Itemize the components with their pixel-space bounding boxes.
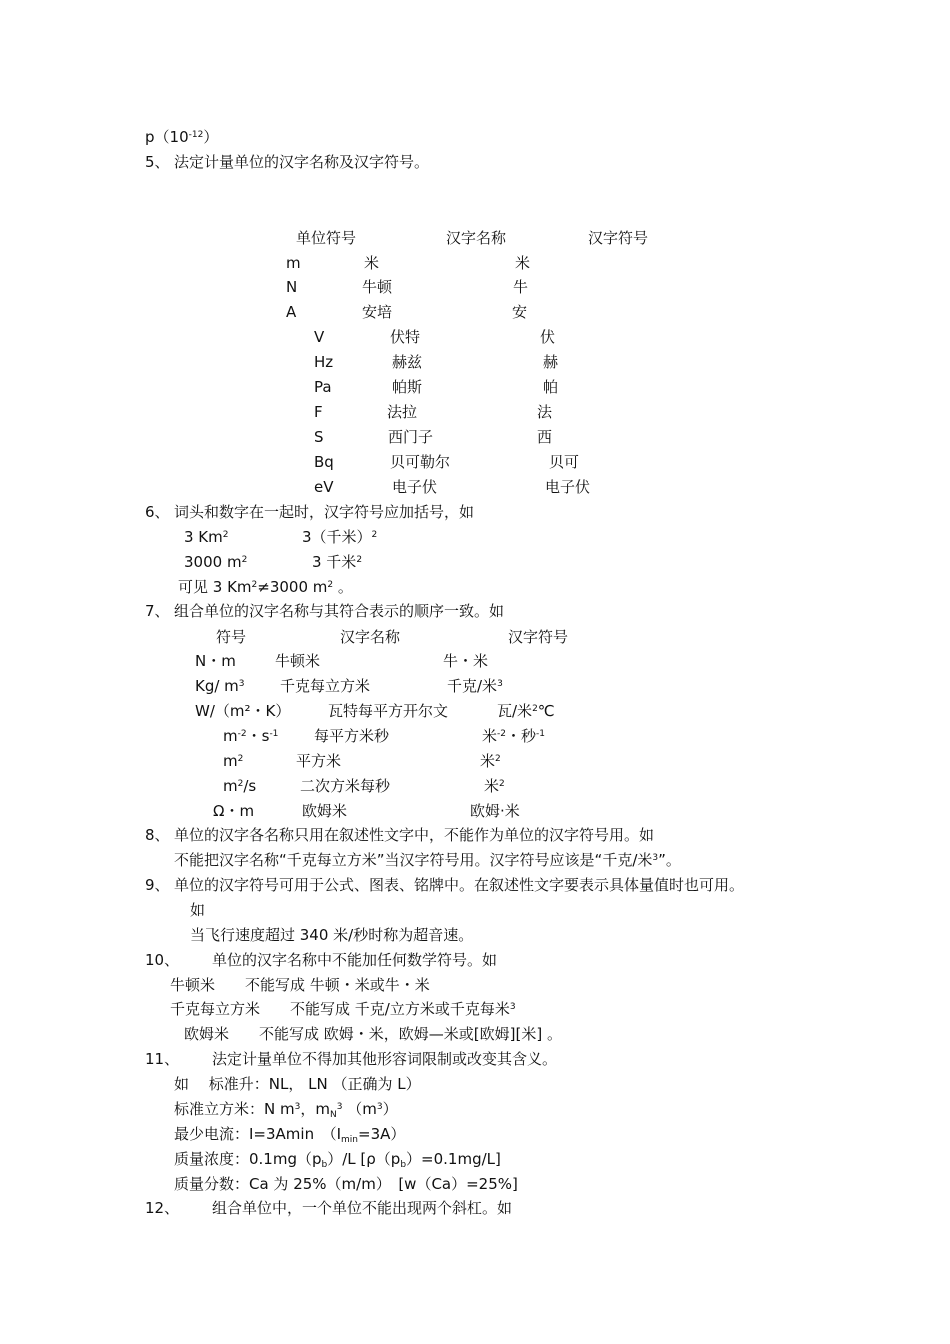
- table-cell-name: 米: [364, 254, 380, 272]
- table-header-name: 汉字名称: [446, 229, 507, 247]
- example-symbol: [184, 552, 247, 572]
- table-cell-zh: 电子伏: [545, 478, 591, 496]
- text-span: ，m: [300, 1100, 330, 1118]
- table-header-name: 汉字名称: [340, 628, 401, 646]
- item-text: 组合单位的汉字名称与其符合表示的顺序一致。如: [174, 602, 505, 620]
- item-number: 5、: [145, 153, 170, 171]
- table-cell-name: 安培: [362, 303, 393, 321]
- table-cell-symbol: N: [286, 278, 298, 296]
- table-cell-zh: 法: [537, 403, 553, 421]
- superscript: -1: [269, 729, 279, 739]
- table-cell-zh: [482, 726, 545, 746]
- table-cell-zh: 帕: [543, 378, 559, 396]
- superscript: 3: [509, 1002, 516, 1012]
- item-number: 8、: [145, 826, 170, 844]
- item-number: 11、: [145, 1050, 180, 1068]
- example-symbol: [184, 527, 229, 547]
- table-cell-zh: 牛・米: [443, 652, 489, 670]
- text-span: （m: [342, 1100, 377, 1118]
- table-cell-name: 电子伏: [392, 478, 438, 496]
- table-cell-name: 欧姆米: [302, 802, 348, 820]
- text-span: ）: [203, 128, 219, 146]
- table-cell-symbol: [195, 676, 245, 696]
- table-cell-name: 伏特: [390, 328, 421, 346]
- table-header-zh-symbol: 汉字符号: [588, 229, 649, 247]
- text-span: ・秒: [506, 727, 537, 745]
- table-cell-name: 西门子: [388, 428, 434, 446]
- table-cell-symbol: m: [286, 254, 301, 272]
- item-number: 6、: [145, 503, 170, 521]
- text-span: 千克每立方米 不能写成 千克/立方米或千克每米: [170, 1000, 510, 1018]
- table-cell-name: 平方米: [296, 752, 342, 770]
- table-cell-symbol: Pa: [314, 378, 332, 396]
- text-span: ・s: [246, 727, 270, 745]
- example-line: 质量分数：Ca 为 25%（m/m） [w（Ca）=25%]: [174, 1175, 518, 1193]
- superscript: 2: [237, 754, 244, 764]
- table-cell-name: 帕斯: [392, 378, 423, 396]
- superscript: -2: [237, 729, 247, 739]
- text-span: /s: [243, 777, 257, 795]
- table-cell-name: 瓦特每平方开尔文: [328, 702, 449, 720]
- item-text: 法定计量单位不得加其他形容词限制或改变其含义。: [212, 1050, 558, 1068]
- superscript: 3: [336, 1102, 343, 1112]
- table-cell-zh: 西: [537, 428, 553, 446]
- example-line: [174, 1149, 501, 1169]
- example-line: 如 标准升：NL， LN （正确为 L）: [174, 1075, 421, 1093]
- table-cell-symbol: S: [314, 428, 324, 446]
- text-span: 质量浓度：0.1mg（p: [174, 1150, 322, 1168]
- table-cell-zh: 伏: [540, 328, 556, 346]
- text-span: ）: [382, 1100, 398, 1118]
- superscript: 2: [241, 555, 248, 565]
- text-span: 米: [480, 752, 496, 770]
- text-span: ”。: [658, 851, 681, 869]
- text-span: 最少电流：I=3Amin （I: [174, 1125, 342, 1143]
- example-line: [174, 1099, 398, 1119]
- item-text: 组合单位中，一个单位不能出现两个斜杠。如: [212, 1199, 513, 1217]
- text-span: ）/L [ρ（p: [327, 1150, 401, 1168]
- example-line: [174, 1124, 405, 1144]
- item-text: 单位的汉字符号可用于公式、图表、铭牌中。在叙述性文字要表示具体量值时也可用。: [174, 876, 745, 894]
- table-cell-zh: [484, 776, 505, 796]
- table-cell-symbol: V: [314, 328, 325, 346]
- item-number: 9、: [145, 876, 170, 894]
- item-number: 10、: [145, 951, 180, 969]
- example-line: 牛顿米 不能写成 牛顿・米或牛・米: [170, 976, 430, 994]
- superscript: 3: [238, 679, 245, 689]
- item-number: 7、: [145, 602, 170, 620]
- item-continuation: [174, 850, 681, 870]
- text-span: 千克/米: [447, 677, 498, 695]
- table-cell-symbol: [223, 776, 256, 796]
- text-span: 3 Km: [184, 528, 223, 546]
- superscript: 2: [251, 580, 258, 590]
- example-note: [178, 577, 353, 597]
- subscript: b: [400, 1160, 407, 1170]
- superscript: 3: [652, 853, 659, 863]
- text-span: 瓦/米: [497, 702, 533, 720]
- item-continuation: 如: [190, 901, 206, 919]
- table-cell-symbol: F: [314, 403, 323, 421]
- table-cell-symbol: [223, 751, 243, 771]
- table-cell-name: 每平方米秒: [314, 727, 390, 745]
- table-cell-zh: 赫: [543, 353, 559, 371]
- superscript: 3: [497, 679, 503, 689]
- subscript: b: [321, 1160, 328, 1170]
- superscript: 3: [376, 1102, 383, 1112]
- example-line: [170, 999, 516, 1019]
- superscript: 2: [371, 530, 378, 540]
- text-span: ℃: [537, 702, 555, 720]
- superscript: 2: [495, 754, 501, 764]
- table-cell-name: 二次方米每秒: [300, 777, 391, 795]
- table-cell-zh: 米: [515, 254, 531, 272]
- prefix-pico-line: [145, 127, 218, 147]
- table-cell-symbol: [223, 726, 278, 746]
- superscript: 2: [356, 555, 363, 565]
- superscript: 3: [294, 1102, 301, 1112]
- table-cell-name: 贝可勒尔: [390, 453, 451, 471]
- table-cell-symbol: N・m: [195, 652, 236, 670]
- text-span: ≠3000 m: [257, 578, 328, 596]
- table-cell-symbol: Hz: [314, 353, 334, 371]
- text-span: m: [223, 777, 238, 795]
- superscript: -2: [497, 729, 506, 739]
- table-cell-symbol: Ω・m: [213, 802, 255, 820]
- example-zh: [302, 527, 377, 547]
- table-cell-name: 法拉: [387, 403, 418, 421]
- table-cell-zh: [447, 676, 503, 696]
- table-cell-zh: 贝可: [549, 453, 580, 471]
- table-cell-symbol: A: [286, 303, 297, 321]
- text-span: 可见 3 Km: [178, 578, 252, 596]
- text-span: m: [223, 752, 238, 770]
- text-span: Kg/ m: [195, 677, 239, 695]
- item-number: 12、: [145, 1199, 180, 1217]
- example-zh: [312, 552, 362, 572]
- text-span: 米: [482, 727, 498, 745]
- text-span: 米: [484, 777, 500, 795]
- table-cell-symbol: eV: [314, 478, 334, 496]
- subscript: N: [329, 1110, 337, 1120]
- text-span: 3000 m: [184, 553, 242, 571]
- superscript: 2: [222, 530, 229, 540]
- text-span: 不能把汉字名称“千克每立方米”当汉字符号用。汉字符号应该是“千克/米: [174, 851, 653, 869]
- table-cell-name: 牛顿: [362, 278, 393, 296]
- item-text: 法定计量单位的汉字名称及汉字符号。: [174, 153, 430, 171]
- table-cell-zh: 安: [512, 303, 528, 321]
- text-span: p（10: [145, 128, 189, 146]
- text-span: 。: [333, 578, 353, 596]
- example-line: 欧姆米 不能写成 欧姆・米，欧姆—米或[欧姆][米] 。: [184, 1025, 562, 1043]
- superscript: -1: [536, 729, 545, 739]
- superscript: 2: [237, 779, 244, 789]
- table-cell-zh: [480, 751, 501, 771]
- table-header-zh-symbol: 汉字符号: [508, 628, 569, 646]
- table-cell-name: 千克每立方米: [280, 677, 371, 695]
- table-cell-zh: 欧姆·米: [470, 802, 520, 820]
- text-span: =3A）: [358, 1125, 406, 1143]
- superscript: -12: [188, 130, 204, 140]
- superscript: 2: [327, 580, 334, 590]
- table-header-symbol: 符号: [216, 628, 247, 646]
- item-continuation: 当飞行速度超过 340 米/秒时称为超音速。: [190, 926, 474, 944]
- table-cell-zh: [497, 701, 555, 721]
- table-cell-symbol: Bq: [314, 453, 334, 471]
- text-span: 3 千米: [312, 553, 357, 571]
- table-cell-symbol: W/（m²・K）: [195, 702, 291, 720]
- text-span: m: [223, 727, 238, 745]
- superscript: 2: [532, 704, 538, 714]
- table-cell-name: 牛顿米: [275, 652, 321, 670]
- item-text: 单位的汉字各名称只用在叙述性文字中，不能作为单位的汉字符号用。如: [174, 826, 655, 844]
- item-text: 单位的汉字名称中不能加任何数学符号。如: [212, 951, 498, 969]
- superscript: 2: [499, 779, 505, 789]
- table-cell-zh: 牛: [513, 278, 529, 296]
- item-text: 词头和数字在一起时，汉字符号应加括号，如: [174, 503, 475, 521]
- table-cell-name: 赫兹: [392, 353, 423, 371]
- text-span: 标准立方米：N m: [174, 1100, 295, 1118]
- table-header-symbol: 单位符号: [296, 229, 357, 247]
- text-span: 3（千米）: [302, 528, 372, 546]
- subscript: min: [341, 1135, 358, 1145]
- text-span: ）=0.1mg/L]: [406, 1150, 501, 1168]
